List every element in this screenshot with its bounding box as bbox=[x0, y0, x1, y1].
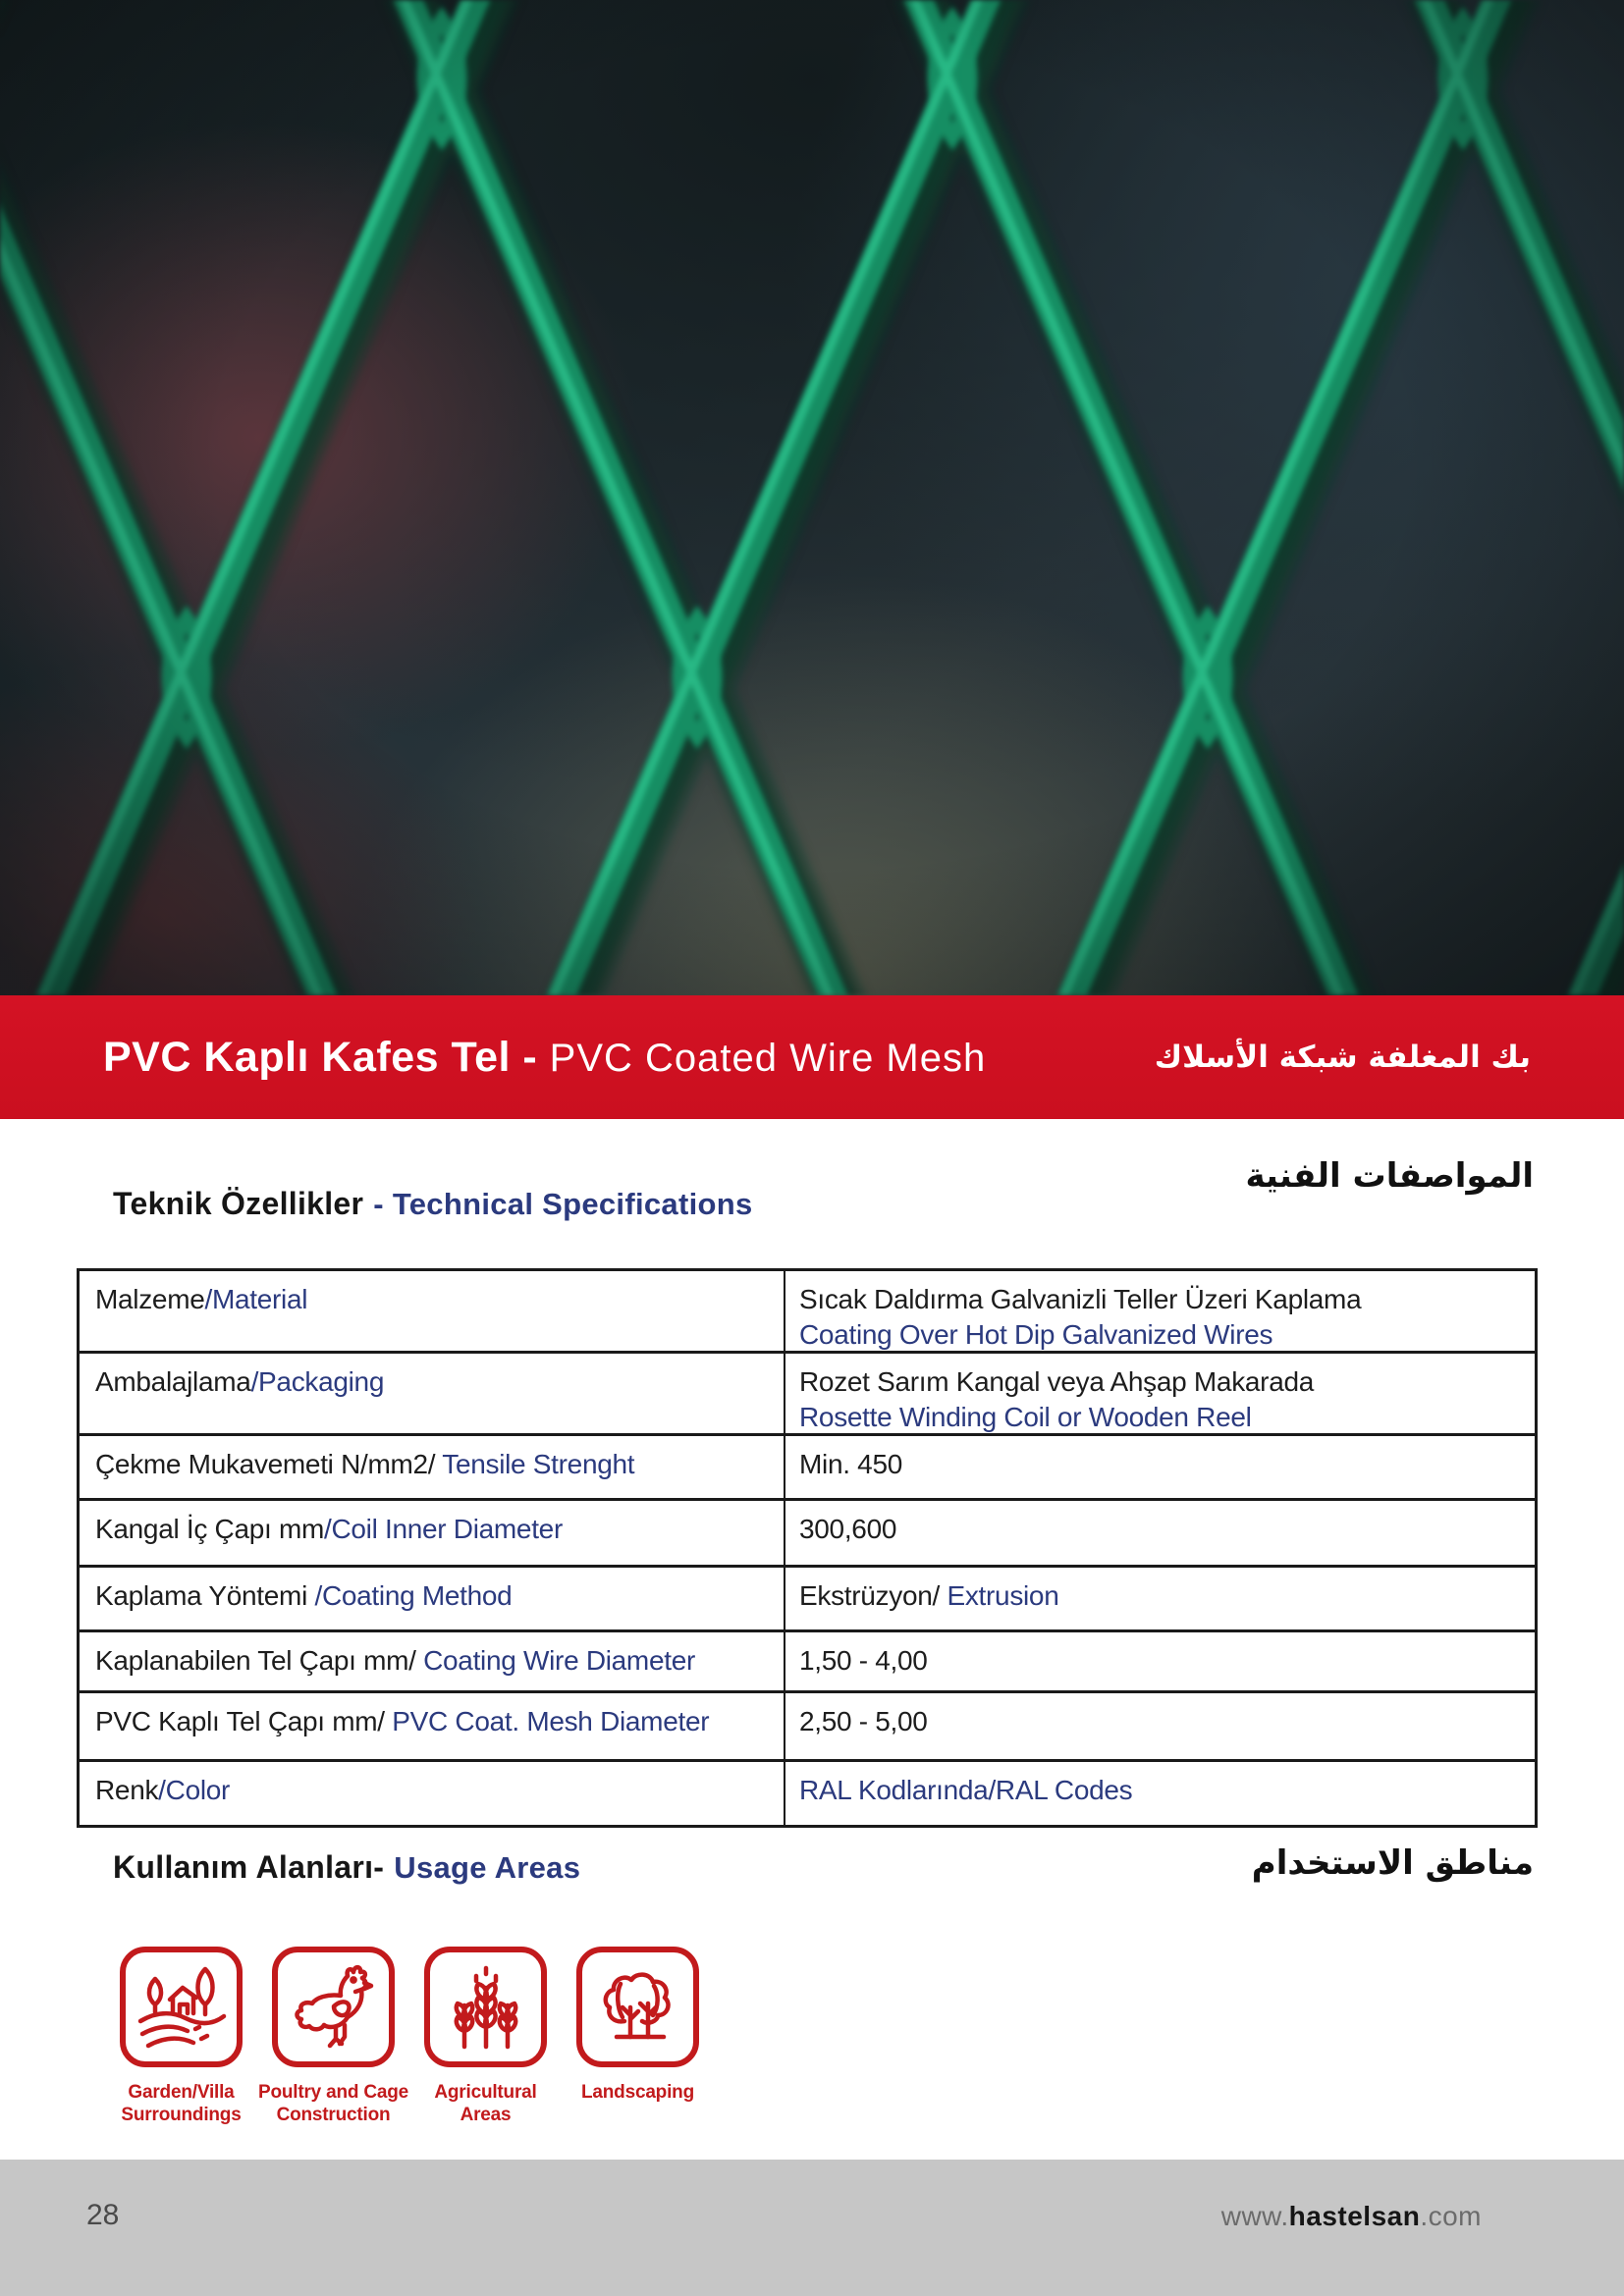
table-row bbox=[80, 1271, 1535, 1354]
usage-section-heading bbox=[113, 1849, 580, 1886]
table-row bbox=[80, 1354, 1535, 1436]
table-row bbox=[80, 1762, 1535, 1825]
usage-area-label: Poultry and Cage Construction bbox=[257, 2082, 409, 2125]
spec-value: RAL Kodlarında/RAL Codes bbox=[799, 1775, 1133, 1805]
photo-vignette bbox=[0, 0, 1624, 995]
table-row bbox=[80, 1568, 1535, 1632]
spec-label: Renk/Color bbox=[80, 1762, 785, 1825]
usage-area-landscaping bbox=[576, 1947, 699, 2126]
product-title-banner bbox=[0, 995, 1624, 1119]
specs-section-heading bbox=[113, 1186, 753, 1222]
spec-value: 1,50 - 4,00 bbox=[799, 1645, 928, 1676]
usage-areas-list bbox=[120, 1947, 699, 2126]
spec-value: 2,50 - 5,00 bbox=[799, 1706, 928, 1736]
spec-label: Malzeme/Material bbox=[80, 1271, 785, 1351]
product-title-arabic: بك المغلفة شبكة الأسلاك bbox=[1154, 1040, 1531, 1075]
spec-label: Kaplama Yöntemi /Coating Method bbox=[80, 1568, 785, 1629]
page-number: 28 bbox=[86, 2199, 120, 2231]
product-title-english: PVC Coated Wire Mesh bbox=[549, 1036, 987, 1080]
spec-value: Sıcak Daldırma Galvanizli Teller Üzeri Kaplama Coating Over Hot Dip Galvanized Wires bbox=[799, 1284, 1362, 1350]
product-title-turkish: PVC Kaplı Kafes Tel - bbox=[103, 1033, 550, 1081]
specs-heading-english: - Technical Specifications bbox=[373, 1187, 753, 1221]
spec-value: Min. 450 bbox=[799, 1449, 902, 1479]
table-row bbox=[80, 1436, 1535, 1501]
table-row bbox=[80, 1693, 1535, 1762]
usage-heading-english: Usage Areas bbox=[394, 1850, 581, 1885]
usage-heading-turkish: Kullanım Alanları- bbox=[113, 1849, 385, 1885]
spec-label: PVC Kaplı Tel Çapı mm/ PVC Coat. Mesh Diameter bbox=[80, 1693, 785, 1759]
product-title bbox=[0, 1034, 986, 1082]
table-row bbox=[80, 1632, 1535, 1693]
trees-icon bbox=[576, 1947, 699, 2067]
spec-table bbox=[77, 1268, 1538, 1828]
specs-heading-turkish: Teknik Özellikler bbox=[113, 1186, 364, 1221]
usage-area-label: Garden/Villa Surroundings bbox=[121, 2082, 242, 2125]
wheat-icon bbox=[424, 1947, 547, 2067]
usage-heading-arabic: مناطق الاستخدام bbox=[1251, 1843, 1534, 1883]
usage-area-label: Landscaping bbox=[581, 2082, 694, 2103]
usage-area-agricultural bbox=[424, 1947, 547, 2126]
spec-label: Çekme Mukavemeti N/mm2/ Tensile Strenght bbox=[80, 1436, 785, 1498]
footer bbox=[0, 2160, 1624, 2296]
spec-value: 300,600 bbox=[799, 1514, 897, 1544]
specs-heading-arabic: المواصفات الفنية bbox=[1245, 1156, 1534, 1196]
usage-area-label: Agricultural Areas bbox=[434, 2082, 537, 2125]
website-url: www.hastelsan.com bbox=[1220, 2201, 1482, 2231]
spec-value: Ekstrüzyon/ Extrusion bbox=[799, 1580, 1059, 1611]
spec-label: Ambalajlama/Packaging bbox=[80, 1354, 785, 1433]
spec-value: Rozet Sarım Kangal veya Ahşap Makarada Rosette Winding Coil or Wooden Reel bbox=[799, 1366, 1315, 1432]
spec-label: Kangal İç Çapı mm/Coil Inner Diameter bbox=[80, 1501, 785, 1565]
spec-label: Kaplanabilen Tel Çapı mm/ Coating Wire Diameter bbox=[80, 1632, 785, 1690]
garden-villa-icon bbox=[120, 1947, 243, 2067]
chain-link-fence-photo bbox=[0, 0, 1624, 995]
usage-area-garden-villa bbox=[120, 1947, 243, 2126]
poultry-icon bbox=[272, 1947, 395, 2067]
usage-area-poultry bbox=[257, 1947, 409, 2126]
table-row bbox=[80, 1501, 1535, 1568]
